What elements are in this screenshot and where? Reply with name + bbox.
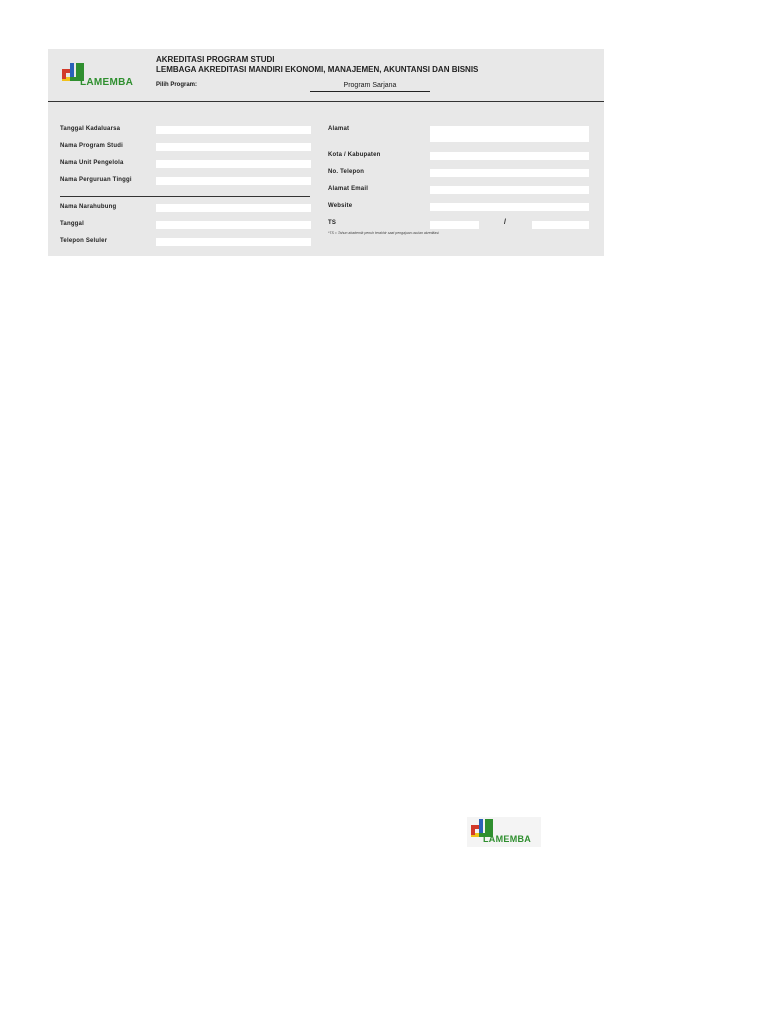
website-label: Website — [328, 203, 353, 209]
form-sheet — [48, 49, 604, 256]
nama-program-studi-field[interactable] — [156, 143, 311, 151]
footer-logo-text: LAMEMBA — [483, 834, 532, 844]
program-select[interactable]: Program Sarjana — [310, 81, 430, 92]
nama-perguruan-tinggi-field[interactable] — [156, 177, 311, 185]
logo-text: LAMEMBA — [80, 77, 134, 88]
telepon-seluler-label: Telepon Seluler — [60, 238, 108, 244]
kota-kabupaten-label: Kota / Kabupaten — [328, 152, 381, 158]
ts-separator: / — [504, 219, 506, 226]
tanggal-label: Tanggal — [60, 221, 84, 227]
nama-narahubung-label: Nama Narahubung — [60, 204, 117, 210]
no-telepon-field[interactable] — [430, 169, 589, 177]
form-header — [48, 49, 604, 102]
website-field[interactable] — [430, 203, 589, 211]
ts-label: TS — [328, 220, 337, 226]
tanggal-kadaluarsa-field[interactable] — [156, 126, 311, 134]
tanggal-kadaluarsa-label: Tanggal Kadaluarsa — [60, 126, 121, 132]
nama-program-studi-label: Nama Program Studi — [60, 143, 123, 149]
nama-perguruan-tinggi-label: Nama Perguruan Tinggi — [60, 177, 132, 183]
pilih-program-label: Pilih Program: — [156, 82, 198, 88]
kota-kabupaten-field[interactable] — [430, 152, 589, 160]
alamat-field[interactable] — [430, 126, 589, 142]
page-title: AKREDITASI PROGRAM STUDI — [156, 55, 275, 64]
alamat-email-field[interactable] — [430, 186, 589, 194]
lamemba-logo — [60, 63, 150, 91]
alamat-email-label: Alamat Email — [328, 186, 369, 192]
nama-unit-pengelola-field[interactable] — [156, 160, 311, 168]
telepon-seluler-field[interactable] — [156, 238, 311, 246]
ts-note: *TS = Tahun akademik penuh terakhir saat pengajuan usulan akreditasi — [328, 231, 439, 235]
page-subtitle: LEMBAGA AKREDITASI MANDIRI EKONOMI, MANAJEMEN, AKUNTANSI DAN BISNIS — [156, 65, 479, 74]
nama-unit-pengelola-label: Nama Unit Pengelola — [60, 160, 124, 166]
nama-narahubung-field[interactable] — [156, 204, 311, 212]
footer-logo — [467, 817, 541, 847]
section-divider — [60, 196, 310, 197]
ts-end-field[interactable] — [532, 221, 589, 229]
tanggal-field[interactable] — [156, 221, 311, 229]
no-telepon-label: No. Telepon — [328, 169, 365, 175]
ts-start-field[interactable] — [430, 221, 479, 229]
alamat-label: Alamat — [328, 126, 350, 132]
